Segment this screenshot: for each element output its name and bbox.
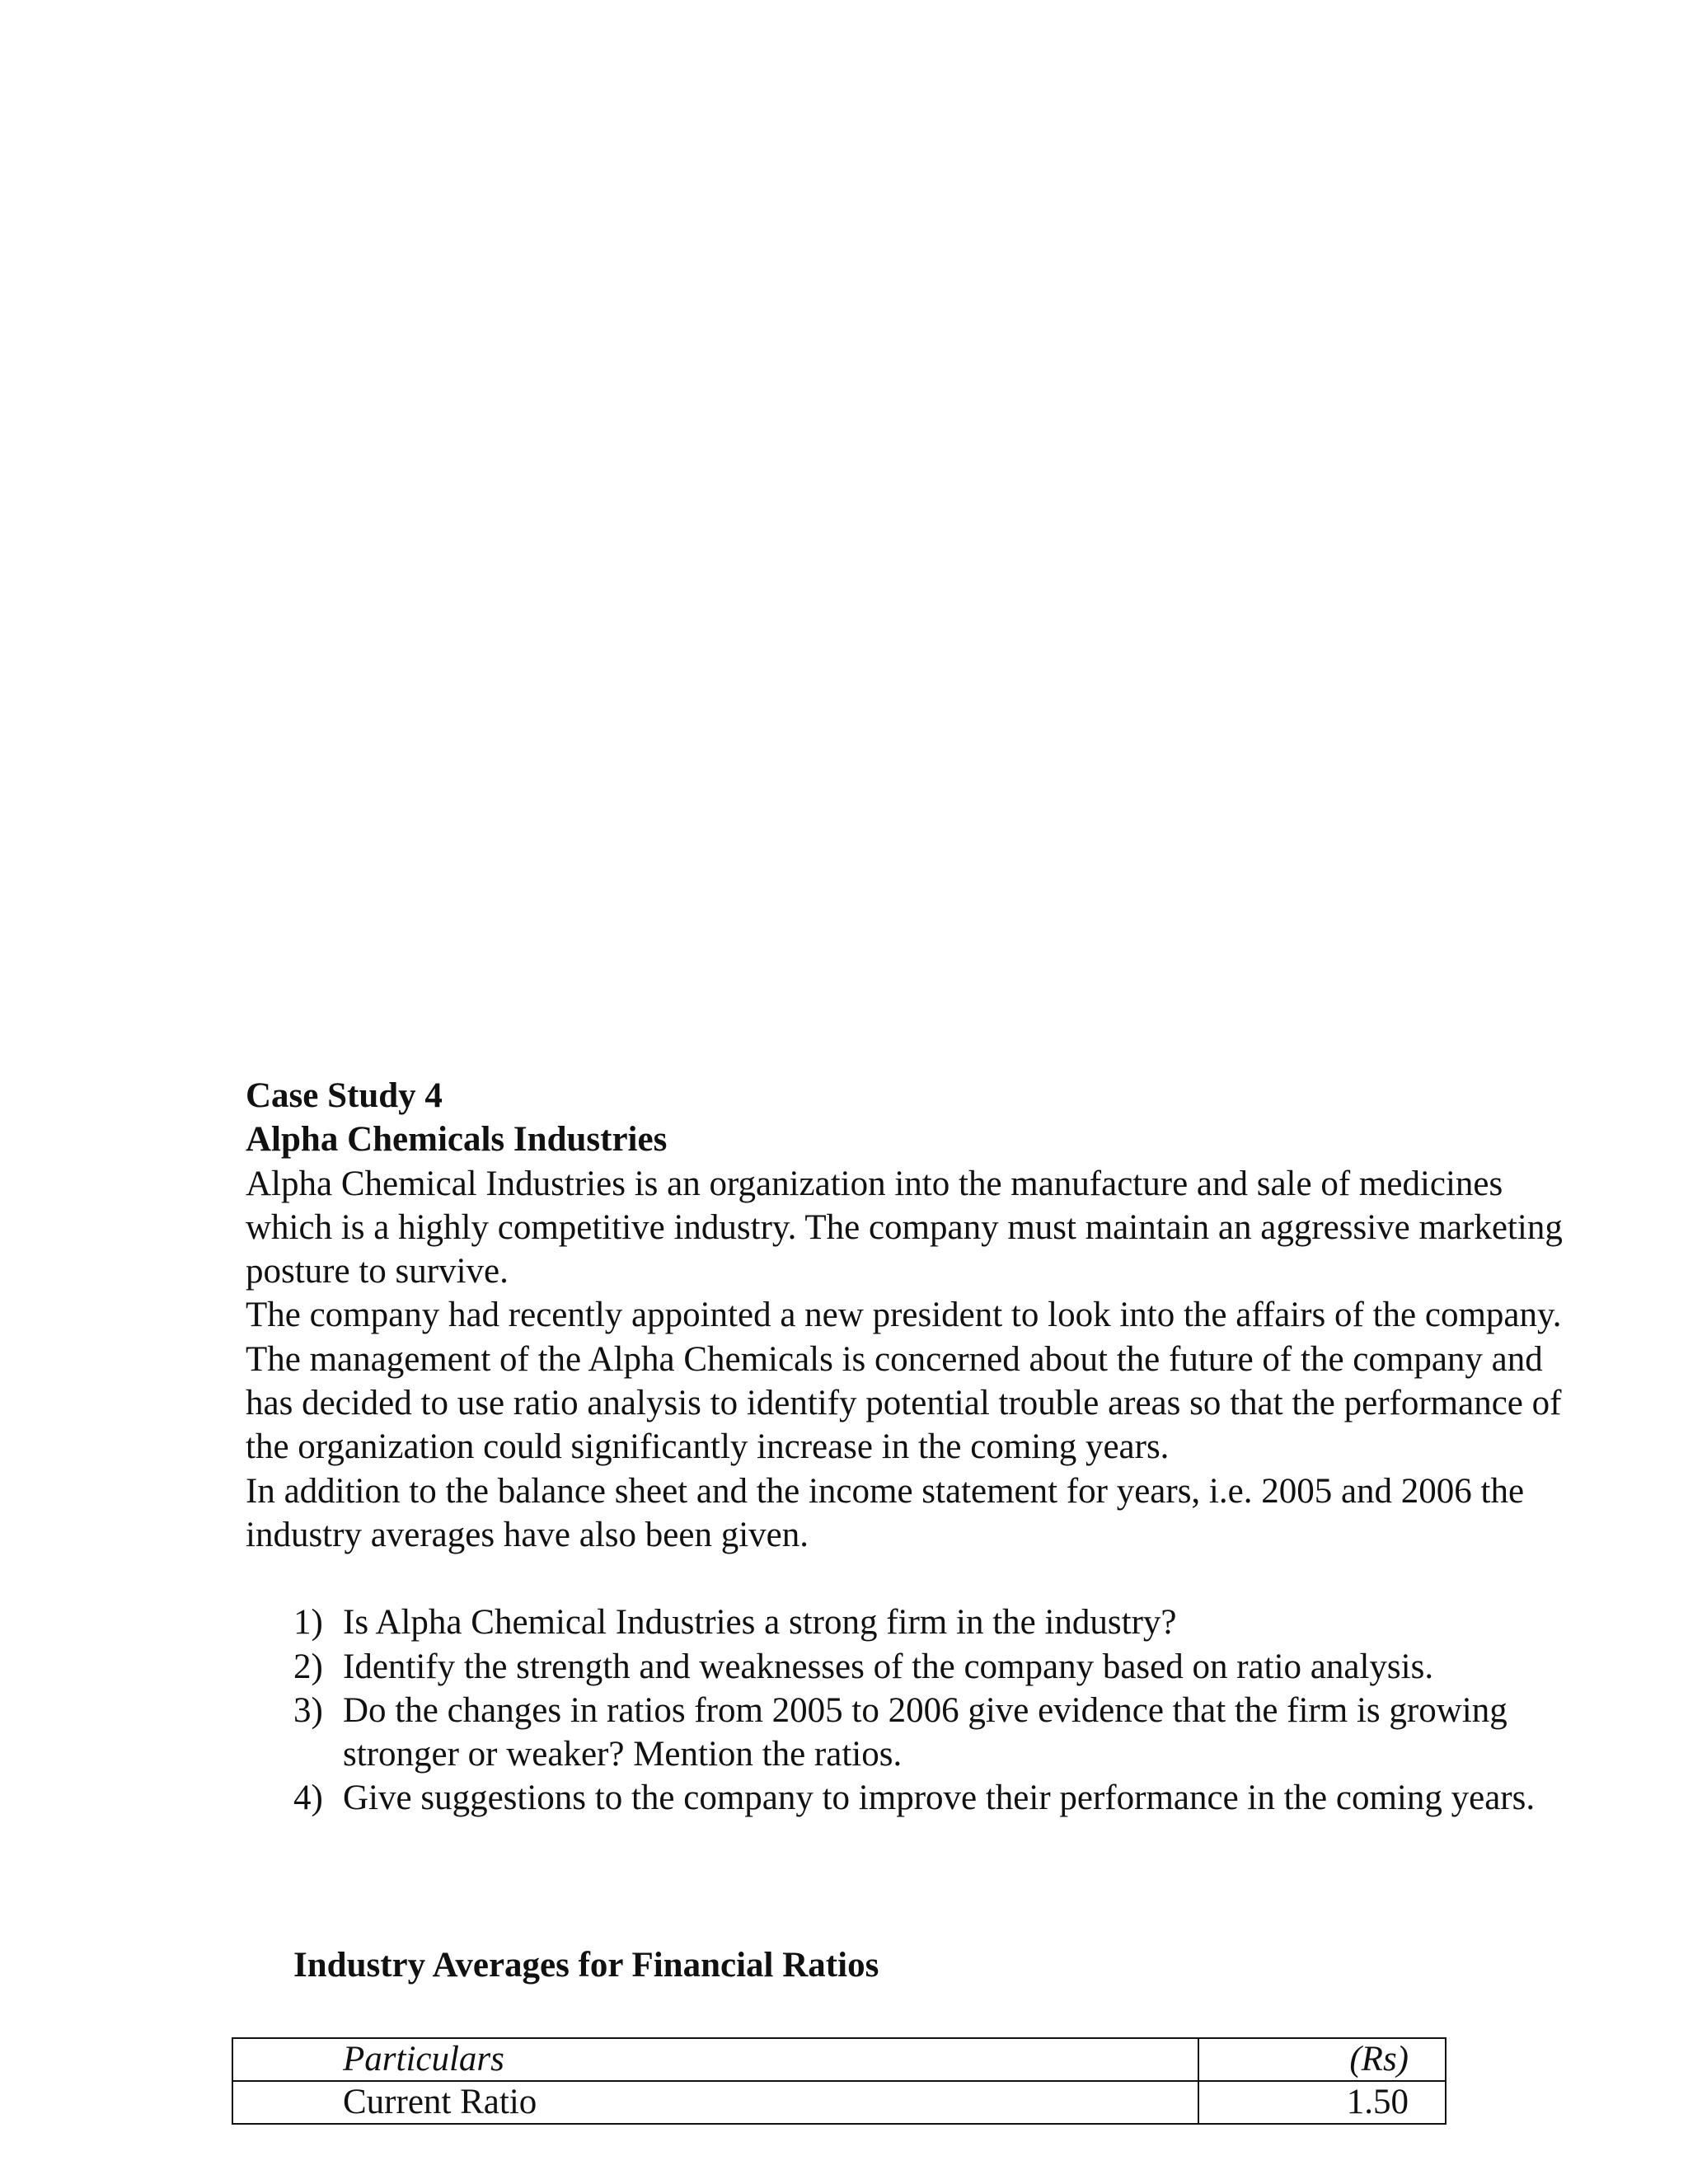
header-particulars: Particulars	[232, 2038, 1198, 2081]
question-text: Identify the strength and weaknesses of the company based on ratio analysis.	[343, 1647, 1434, 1686]
question-text: Do the changes in ratios from 2005 to 2006 give evidence that the firm is growing stronger or weaker? Mention the ratios.	[343, 1690, 1507, 1774]
table-title: Industry Averages for Financial Ratios	[293, 1946, 879, 1985]
question-number: 1)	[293, 1603, 323, 1643]
question-number: 2)	[293, 1647, 323, 1686]
question-number: 3)	[293, 1690, 323, 1730]
question-item	[293, 1689, 1564, 1777]
question-list	[246, 1601, 1564, 1820]
question-text: Give suggestions to the company to improve their performance in the coming years.	[343, 1779, 1536, 1818]
question-item	[293, 1645, 1564, 1689]
case-label: Case Study 4	[246, 1076, 443, 1115]
question-item	[293, 1776, 1564, 1820]
question-text: Is Alpha Chemical Industries a strong firm in the industry?	[343, 1603, 1177, 1643]
question-item	[293, 1601, 1564, 1644]
row-value: 1.50	[1198, 2081, 1446, 2124]
table-row	[232, 2081, 1446, 2124]
paragraph-management: The company had recently appointed a new president to look into the affairs of the company. The management of the Alpha Chemicals is concerned about the future of the company and has decided to use ratio analysis to identify potential trouble areas so that the performance of the organization could significantly increase in the coming years.	[246, 1296, 1562, 1467]
question-number: 4)	[293, 1779, 323, 1818]
table-header-row	[232, 2038, 1446, 2081]
company-title: Alpha Chemicals Industries	[246, 1120, 668, 1160]
case-study-body	[246, 1074, 1564, 1821]
industry-averages-table	[232, 2037, 1447, 2125]
paragraph-data-note: In addition to the balance sheet and the income statement for years, i.e. 2005 and 2006 the industry averages have also been given.	[246, 1471, 1525, 1554]
paragraph-intro: Alpha Chemical Industries is an organization into the manufacture and sale of medicines which is a highly competitive industry. The company must maintain an aggressive marketing posture to survive.	[246, 1164, 1563, 1291]
header-value: (Rs)	[1198, 2038, 1446, 2081]
row-particulars: Current Ratio	[232, 2081, 1198, 2124]
